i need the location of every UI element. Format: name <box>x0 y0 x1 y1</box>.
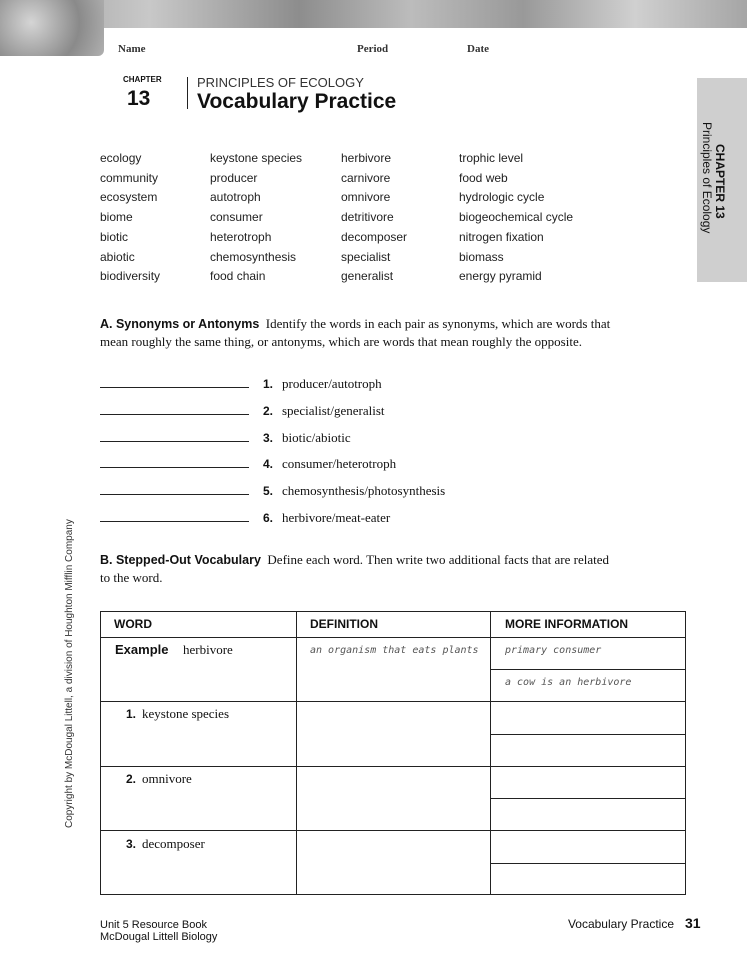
vocab-word: community <box>100 170 159 185</box>
item-number: 4. <box>263 457 274 471</box>
vocab-word: energy pyramid <box>459 269 542 284</box>
vocab-word: consumer <box>210 210 263 225</box>
word-pair: specialist/generalist <box>282 403 385 418</box>
item-number: 1. <box>263 377 274 391</box>
vocab-word: heterotroph <box>210 229 272 244</box>
item-number: 3. <box>263 431 274 445</box>
answer-blank[interactable] <box>100 521 249 522</box>
row-word: omnivore <box>142 771 192 786</box>
vocab-word: hydrologic cycle <box>459 190 545 205</box>
vocab-word: decomposer <box>341 229 408 244</box>
answer-blank[interactable] <box>100 441 249 442</box>
side-tab-chapter: CHAPTER 13 <box>713 144 727 219</box>
section-b-instructions: Define each word. Then write two additional facts that are related to the word. <box>100 552 609 585</box>
vocab-word: autotroph <box>210 190 261 205</box>
answer-blank[interactable] <box>100 467 249 468</box>
word-pair: chemosynthesis/photosynthesis <box>282 483 446 498</box>
vocab-word: abiotic <box>100 249 135 264</box>
vocab-word: ecosystem <box>100 190 158 205</box>
answer-blank[interactable] <box>100 414 249 415</box>
header-more-information: MORE INFORMATION <box>505 617 629 631</box>
vocab-word: biotic <box>100 229 129 244</box>
vocab-word: biogeochemical cycle <box>459 210 574 225</box>
vocab-word: herbivore <box>341 151 392 165</box>
vocab-word: detritivore <box>341 210 394 225</box>
vocab-word: specialist <box>341 249 391 264</box>
row-number: 3. <box>126 837 137 851</box>
example-info-2: a cow is an herbivore <box>505 677 632 688</box>
period-label: Period <box>357 43 389 55</box>
section-b-text <box>100 551 615 586</box>
word-pair: biotic/abiotic <box>282 430 351 445</box>
item-number: 5. <box>263 484 274 498</box>
vocab-word: biome <box>100 210 133 225</box>
row-word: keystone species <box>142 706 230 721</box>
header-banner-image <box>0 0 747 28</box>
vocab-word: keystone species <box>210 151 303 165</box>
example-label: Example <box>115 642 169 657</box>
vocab-word: carnivore <box>341 170 391 185</box>
vocab-word: nitrogen fixation <box>459 229 544 244</box>
copyright-notice: Copyright by McDougal Littell, a division of Houghton Mifflin Company <box>64 519 75 828</box>
section-a-instructions: Identify the words in each pair as synonyms, which are words that mean roughly the same thing, or antonyms, which are words that mean roughly the opposite. <box>100 316 611 349</box>
vocab-word: omnivore <box>341 190 391 205</box>
page-number: 31 <box>685 915 701 931</box>
vocab-word: generalist <box>341 269 394 284</box>
example-word: herbivore <box>183 642 233 657</box>
date-label: Date <box>467 43 489 55</box>
vocab-word: biodiversity <box>100 269 161 284</box>
chapter-subtitle: PRINCIPLES OF ECOLOGY <box>197 75 364 90</box>
footer-section: Vocabulary Practice <box>567 917 674 931</box>
row-number: 1. <box>126 707 137 721</box>
header-definition: DEFINITION <box>310 617 378 631</box>
answer-blank[interactable] <box>100 494 249 495</box>
header-word: WORD <box>114 617 152 631</box>
answer-blank[interactable] <box>100 387 249 388</box>
example-definition: an organism that eats plants <box>310 645 479 656</box>
vocab-word: food web <box>459 170 508 185</box>
vocab-word: food chain <box>210 269 266 284</box>
word-pair: herbivore/meat-eater <box>282 510 391 525</box>
vocab-word: ecology <box>100 151 142 165</box>
chapter-number: 13 <box>127 87 151 110</box>
row-word: decomposer <box>142 836 205 851</box>
vocab-word: producer <box>210 170 258 185</box>
name-label: Name <box>118 43 146 55</box>
side-tab-topic: Principles of Ecology <box>700 122 714 234</box>
title-divider <box>187 77 188 109</box>
page-title: Vocabulary Practice <box>197 90 397 113</box>
vocab-word: chemosynthesis <box>210 249 297 264</box>
section-a-heading: A. Synonyms or Antonyms <box>100 317 260 331</box>
chapter-side-tab <box>697 78 747 282</box>
vocab-word: biomass <box>459 249 504 264</box>
section-a-text <box>100 315 615 350</box>
example-info-1: primary consumer <box>505 645 602 656</box>
row-number: 2. <box>126 772 137 786</box>
footer-book: Unit 5 Resource Book <box>100 919 207 931</box>
word-pair: consumer/heterotroph <box>282 456 397 471</box>
item-number: 6. <box>263 511 274 525</box>
word-pair: producer/autotroph <box>282 376 382 391</box>
item-number: 2. <box>263 404 274 418</box>
chapter-label: CHAPTER <box>123 75 162 84</box>
vocab-word: trophic level <box>459 151 524 165</box>
footer-publisher: McDougal Littell Biology <box>100 931 218 943</box>
header-banner-image-left <box>0 0 104 56</box>
section-b-heading: B. Stepped-Out Vocabulary <box>100 553 261 567</box>
